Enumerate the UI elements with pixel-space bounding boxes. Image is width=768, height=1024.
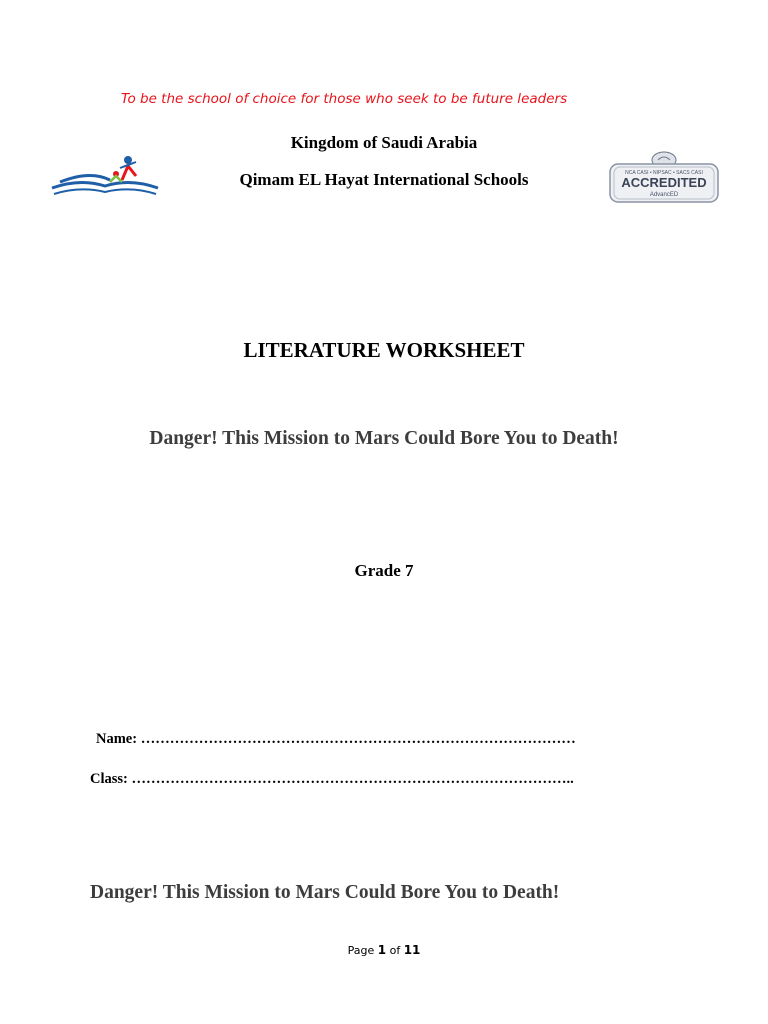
name-dots: ……………………………………………………………………………… xyxy=(140,731,576,747)
story-title-repeat: Danger! This Mission to Mars Could Bore You to Death! xyxy=(90,882,560,903)
grade-label: Grade 7 xyxy=(354,561,414,580)
page-total: 11 xyxy=(403,943,421,957)
of-word: of xyxy=(389,944,401,957)
accredited-badge-icon xyxy=(608,150,720,206)
class-field[interactable] xyxy=(90,771,574,788)
name-field[interactable] xyxy=(96,731,576,748)
name-label: Name: xyxy=(96,731,138,747)
page-current: 1 xyxy=(377,943,387,957)
school-name: Qimam EL Hayat International Schools xyxy=(239,170,529,189)
school-motto: To be the school of choice for those who seek to be future leaders xyxy=(120,91,568,107)
badge-sub-text: AdvancED xyxy=(649,192,679,198)
worksheet-title: LITERATURE WORKSHEET xyxy=(243,338,525,362)
badge-main-text: ACCREDITED xyxy=(621,175,707,190)
page-word: Page xyxy=(347,944,375,957)
class-label: Class: xyxy=(90,771,128,787)
story-title: Danger! This Mission to Mars Could Bore You to Death! xyxy=(149,428,619,449)
class-dots: ……………………………………………………………………………….. xyxy=(131,771,574,787)
badge-top-text: NCA CASI • NIPSAC • SACS CASI xyxy=(625,170,703,176)
kingdom-heading: Kingdom of Saudi Arabia xyxy=(290,133,478,152)
page-footer xyxy=(0,943,768,957)
